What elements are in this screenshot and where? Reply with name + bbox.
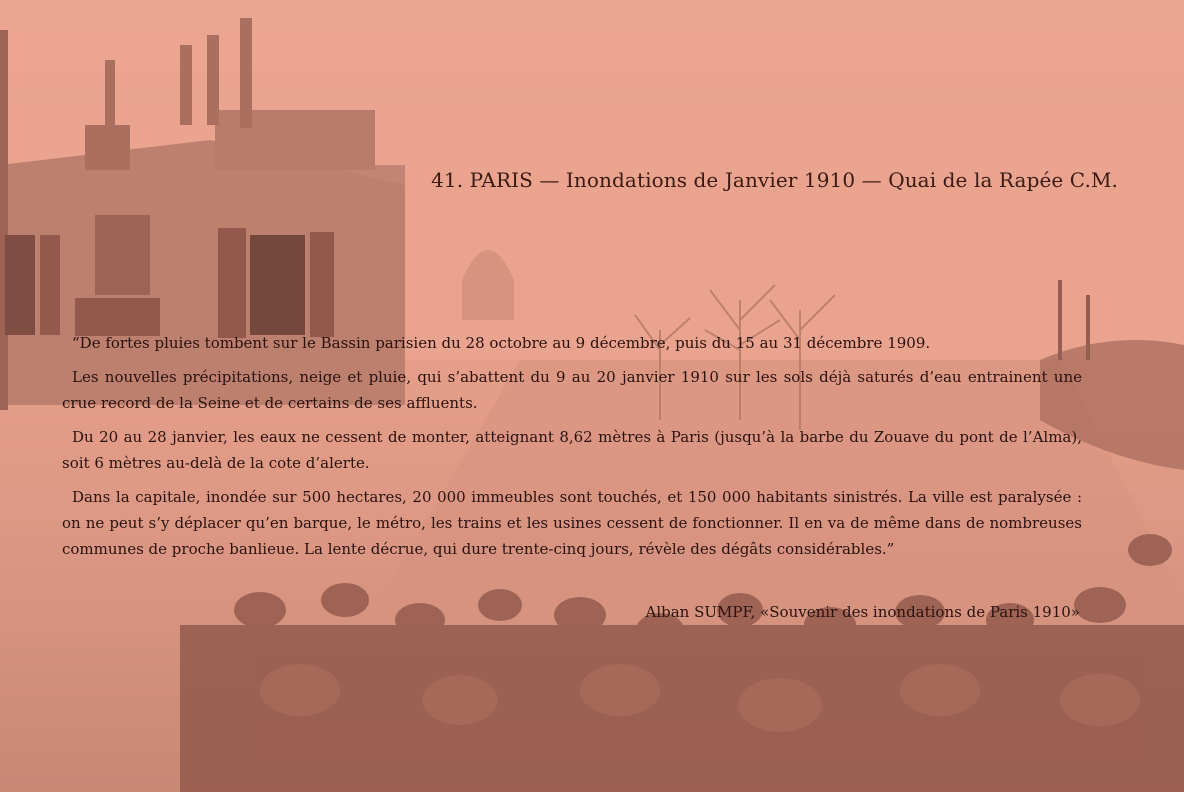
quote-paragraph: Dans la capitale, inondée sur 500 hectares, 20 000 immeubles sont touchés, et 150 000 habitants sinistrés. La ville est paralysée : on ne peut s’y déplacer qu’en barque, le métro, les trains et les usines cessent de fonctionner. Il en va de même dans de nombreuses communes de proche banlieue. La lente décrue, qui dure trente-cinq jours, révèle des dégâts considérables.”: [62, 488, 1082, 558]
quote-attribution: Alban SUMPF, «Souvenir des inondations de Paris 1910»: [645, 603, 1080, 621]
quote-paragraph: Du 20 au 28 janvier, les eaux ne cessent de monter, atteignant 8,62 mètres à Paris (jusqu’à la barbe du Zouave du pont de l’Alma), soit 6 mètres au-delà de la cote d’alerte.: [62, 428, 1082, 472]
quote-block: [62, 330, 1082, 570]
postcard-caption: 41. PARIS — Inondations de Janvier 1910 — Quai de la Rapée C.M.: [431, 168, 1118, 192]
quote-paragraph: “De fortes pluies tombent sur le Bassin parisien du 28 octobre au 9 décembre, puis du 15 au 31 décembre 1909.: [72, 334, 931, 352]
quote-paragraph: Les nouvelles précipitations, neige et pluie, qui s’abattent du 9 au 20 janvier 1910 sur les sols déjà saturés d’eau entrainent une crue record de la Seine et de certains de ses affluents.: [62, 368, 1082, 412]
